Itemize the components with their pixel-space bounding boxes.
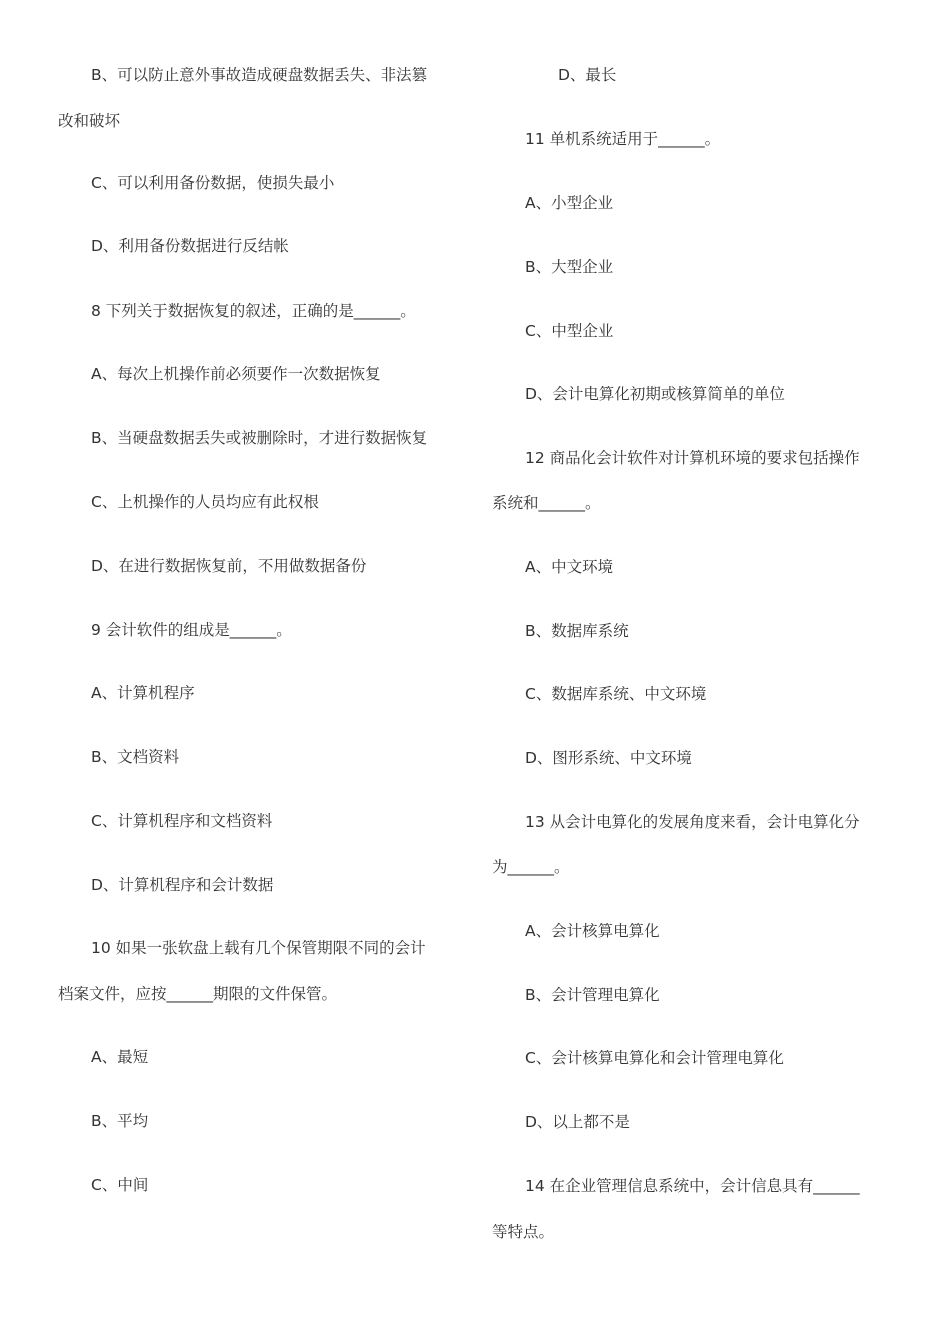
option-12c: C、数据库系统、中文环境 — [525, 685, 707, 703]
question-14-line1: 14 在企业管理信息系统中，会计信息具有______ — [525, 1177, 860, 1195]
option-9c: C、计算机程序和文档资料 — [91, 812, 273, 830]
option-8a: A、每次上机操作前必须要作一次数据恢复 — [91, 365, 381, 383]
option-11d: D、会计电算化初期或核算简单的单位 — [525, 385, 785, 403]
option-9b: B、文档资料 — [91, 748, 180, 766]
question-11: 11 单机系统适用于______。 — [525, 130, 721, 148]
option-12a: A、中文环境 — [525, 558, 614, 576]
option-10b: B、平均 — [91, 1112, 149, 1130]
option-7b-line1: B、可以防止意外事故造成硬盘数据丢失、非法篡 — [91, 66, 428, 84]
option-11a: A、小型企业 — [525, 194, 614, 212]
option-11c: C、中型企业 — [525, 322, 614, 340]
question-13-line2: 为______。 — [492, 858, 570, 876]
option-13c: C、会计核算电算化和会计管理电算化 — [525, 1049, 784, 1067]
question-9: 9 会计软件的组成是______。 — [91, 621, 292, 639]
option-10d: D、最长 — [558, 66, 617, 84]
option-13a: A、会计核算电算化 — [525, 922, 660, 940]
option-12b: B、数据库系统 — [525, 622, 629, 640]
question-8: 8 下列关于数据恢复的叙述，正确的是______。 — [91, 302, 416, 320]
option-10c: C、中间 — [91, 1176, 149, 1194]
option-7c: C、可以利用备份数据，使损失最小 — [91, 174, 335, 192]
question-13-line1: 13 从会计电算化的发展角度来看，会计电算化分 — [525, 813, 860, 831]
option-10a: A、最短 — [91, 1048, 149, 1066]
option-13b: B、会计管理电算化 — [525, 986, 660, 1004]
question-12-line2: 系统和______。 — [492, 494, 601, 512]
question-14-line2: 等特点。 — [492, 1223, 555, 1241]
option-9a: A、计算机程序 — [91, 684, 195, 702]
question-12-line1: 12 商品化会计软件对计算机环境的要求包括操作 — [525, 449, 860, 467]
option-9d: D、计算机程序和会计数据 — [91, 876, 274, 894]
option-8b: B、当硬盘数据丢失或被删除时，才进行数据恢复 — [91, 429, 428, 447]
option-11b: B、大型企业 — [525, 258, 614, 276]
question-10-line2: 档案文件，应按______期限的文件保管。 — [58, 985, 338, 1003]
option-7b-line2: 改和破坏 — [58, 112, 121, 130]
option-13d: D、以上都不是 — [525, 1113, 630, 1131]
option-8d: D、在进行数据恢复前，不用做数据备份 — [91, 557, 367, 575]
option-7d: D、利用备份数据进行反结帐 — [91, 237, 289, 255]
option-8c: C、上机操作的人员均应有此权根 — [91, 493, 319, 511]
question-10-line1: 10 如果一张软盘上载有几个保管期限不同的会计 — [91, 939, 426, 957]
option-12d: D、图形系统、中文环境 — [525, 749, 692, 767]
